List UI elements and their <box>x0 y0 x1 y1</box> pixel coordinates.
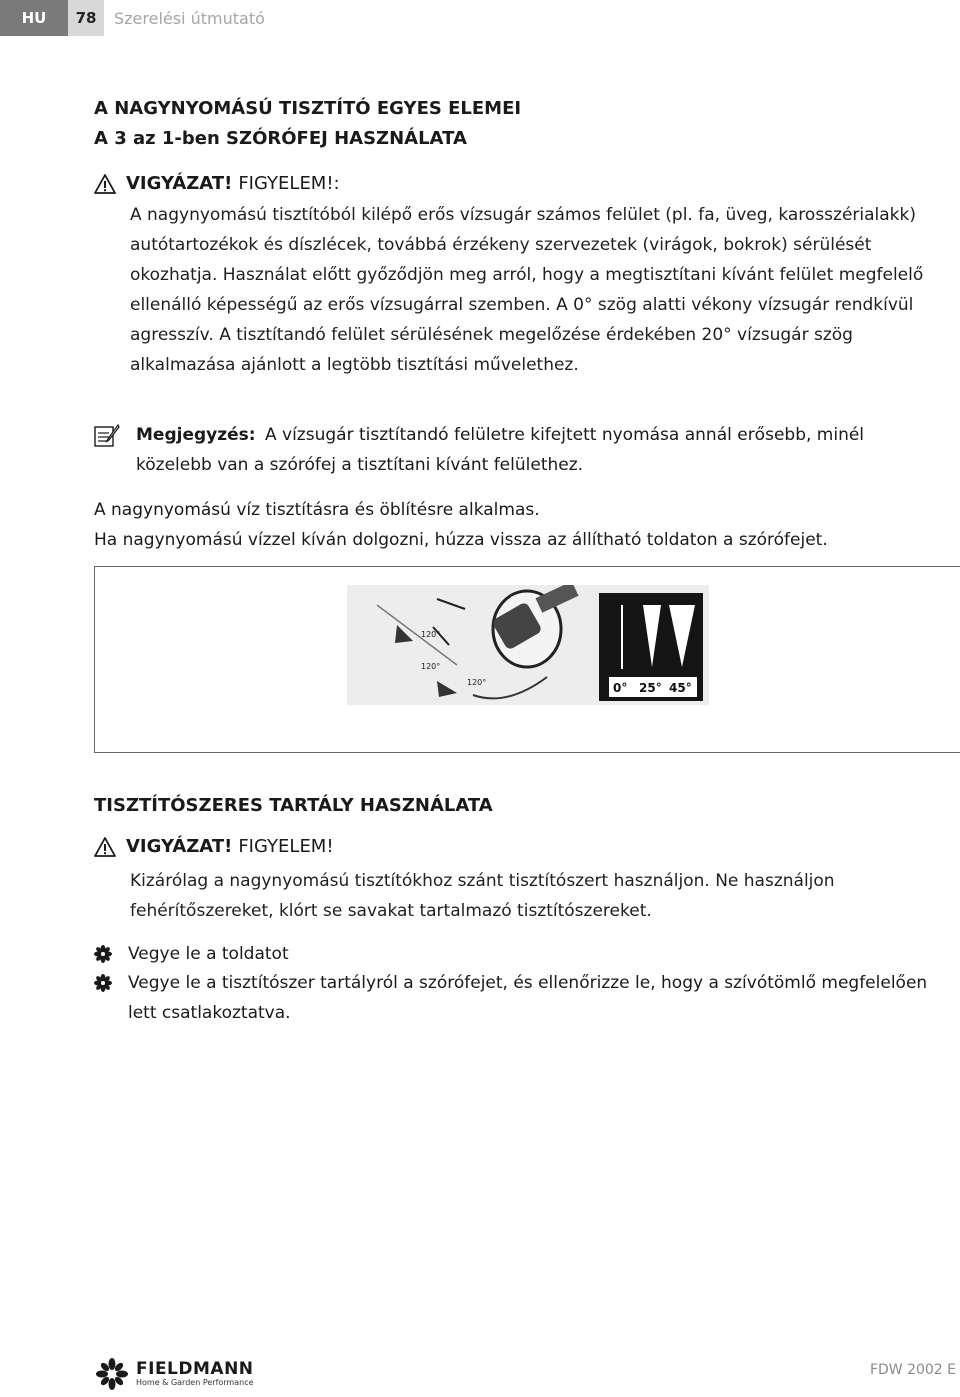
warning-icon <box>94 837 116 857</box>
info-line-2: Ha nagynyomású vízzel kíván dolgozni, húzza vissza az állítható toldaton a szórófejet. <box>94 530 828 550</box>
brand-tagline: Home & Garden Performance <box>136 1378 254 1387</box>
brand-name: FIELDMANN <box>136 1359 254 1379</box>
fieldmann-logo-icon <box>94 1358 130 1390</box>
flower-bullet-icon <box>94 945 112 963</box>
list-item-text: Vegye le a toldatot <box>128 944 289 964</box>
brand-text <box>136 1360 254 1388</box>
warning-sublabel: FIGYELEM!: <box>238 173 340 194</box>
spray-label-45: 45° <box>669 681 692 695</box>
warning-icon <box>94 174 116 194</box>
section-heading-spray-head <box>94 94 521 154</box>
page-number: 78 <box>68 0 104 36</box>
warning-line-2 <box>94 836 334 857</box>
list-item-text: Vegye le a tisztítószer tartályról a szórófejet, és ellenőrizze le, hogy a szívótömlő megfelelően lett csatlakoztatva. <box>128 973 928 1023</box>
section-heading-detergent-tank: TISZTÍTÓSZERES TARTÁLY HASZNÁLATA <box>94 795 493 816</box>
warning-line <box>94 173 340 194</box>
page-header <box>0 0 265 36</box>
angle-label-3: 120° <box>467 678 487 687</box>
warning-sublabel: FIGYELEM! <box>238 836 334 857</box>
heading-line-2: A 3 az 1-ben SZÓRÓFEJ HASZNÁLATA <box>94 128 467 149</box>
brand-logo <box>94 1358 254 1390</box>
angle-label-2: 120° <box>421 662 441 671</box>
note-text-block <box>136 420 926 480</box>
spray-label-0: 0° <box>613 681 628 695</box>
note-icon <box>94 424 120 448</box>
angle-label-1: 120° <box>421 630 441 639</box>
note-body: A vízsugár tisztítandó felületre kifejtett nyomása annál erősebb, minél közelebb van a szórófej a tisztítani kívánt felülethez. <box>136 425 865 475</box>
heading-line-1: A NAGYNYOMÁSÚ TISZTÍTÓ EGYES ELEMEI <box>94 98 522 119</box>
nozzle-figure <box>94 566 960 753</box>
spray-label-25: 25° <box>639 681 662 695</box>
document-title: Szerelési útmutató <box>114 8 265 28</box>
warning-paragraph-2: Kizárólag a nagynyomású tisztítókhoz szánt tisztítószert használjon. Ne használjon fehérítőszereket, klórt se savakat tartalmazó tisztítószereket. <box>130 871 835 921</box>
warning-label: VIGYÁZAT! <box>126 173 233 194</box>
language-badge: HU <box>0 0 68 36</box>
flower-bullet-icon <box>94 974 112 992</box>
model-number: FDW 2002 E <box>869 1362 956 1378</box>
note <box>94 420 926 480</box>
warning-label: VIGYÁZAT! <box>126 836 233 857</box>
nozzle-illustration <box>347 585 709 705</box>
info-line-1: A nagynyomású víz tisztításra és öblítésre alkalmas. <box>94 500 540 520</box>
list-item <box>94 939 958 969</box>
warning-paragraph: A nagynyomású tisztítóból kilépő erős vízsugár számos felület (pl. fa, üveg, karosszérialakk) autótartozékok és díszlécek, továbbá érzékeny szervezetek (virágok, bokrok) sérülését okozhatja. Használat előtt győződjön meg arról, hogy a megtisztítani kívánt felület megfelelő ellenálló képességű az erős vízsugárral szemben. A 0° szög alatti vékony vízsugár rendkívül agresszív. A tisztítandó felület sérülésének megelőzése érdekében 20° vízsugár szög alkalmazása ajánlott a legtöbb tisztítási művelethez. <box>130 205 924 375</box>
note-label: Megjegyzés: <box>136 425 256 445</box>
list-item <box>94 968 958 1028</box>
